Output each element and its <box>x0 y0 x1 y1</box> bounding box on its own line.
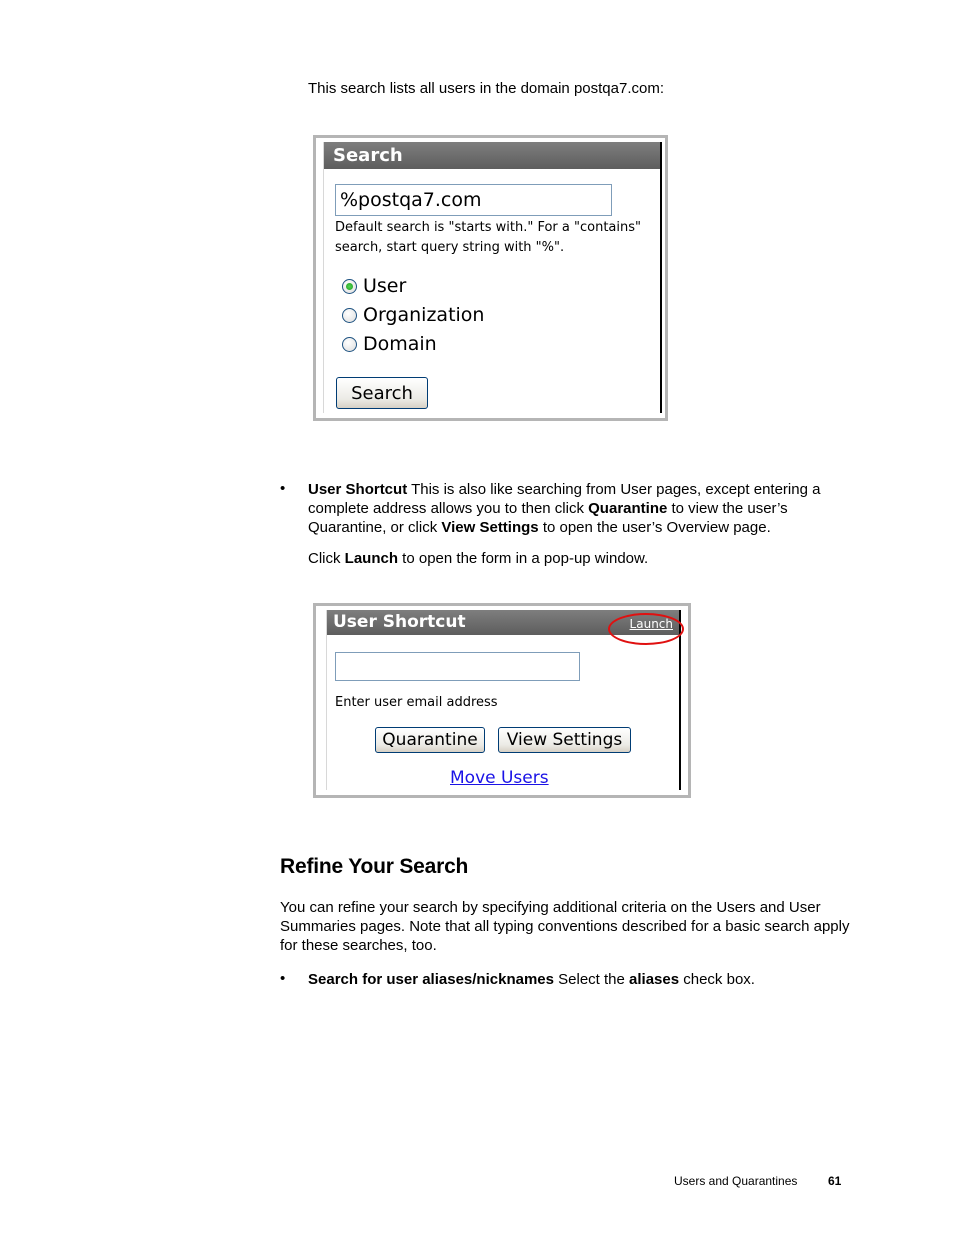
user-email-input[interactable] <box>335 652 580 681</box>
quarantine-button[interactable]: Quarantine <box>375 727 485 753</box>
launch-link[interactable]: Launch <box>629 617 673 631</box>
launch-highlight-circle <box>608 613 684 645</box>
bold-run: aliases <box>629 971 680 988</box>
bullet-marker: • <box>280 480 286 497</box>
search-hint-line: Default search is "starts with." For a "contains" <box>335 220 641 235</box>
bullet-marker: • <box>280 970 286 987</box>
move-users-link[interactable]: Move Users <box>450 768 549 788</box>
launch-note <box>308 549 853 568</box>
text-run: Click <box>308 550 345 567</box>
radio-selected-icon <box>342 279 357 294</box>
radio-label: Organization <box>363 304 485 326</box>
radio-unselected-icon <box>342 337 357 352</box>
user-email-hint: Enter user email address <box>335 695 498 710</box>
radio-domain[interactable] <box>342 333 437 355</box>
search-hint-line: search, start query string with "%". <box>335 240 565 255</box>
text-run: check box. <box>679 971 755 988</box>
intro-text: This search lists all users in the domain postqa7.com: <box>308 80 664 97</box>
radio-user[interactable] <box>342 275 406 297</box>
radio-organization[interactable] <box>342 304 484 326</box>
radio-label: User <box>363 275 407 297</box>
term-label: Search for user aliases/nicknames <box>308 971 554 988</box>
view-settings-button[interactable]: View Settings <box>498 727 631 753</box>
search-panel <box>323 142 660 413</box>
radio-label: Domain <box>363 333 437 355</box>
footer-page-number: 61 <box>828 1174 842 1188</box>
bold-run: Quarantine <box>588 500 668 517</box>
text-run: Select the <box>553 971 630 988</box>
bold-run: Launch <box>344 550 399 567</box>
aliases-bullet <box>308 970 853 989</box>
refine-paragraph: You can refine your search by specifying additional criteria on the Users and User Summaries pages. Note that all typing conventions described for a basic search apply for these searches, too. <box>280 899 850 954</box>
term-label: User Shortcut <box>308 481 408 498</box>
bold-run: View Settings <box>441 519 539 536</box>
text-run: This is also like searching from User pages, except entering a complete address allows you to then click <box>308 481 821 517</box>
search-panel-header: Search <box>324 142 660 169</box>
text-run: to open the form in a pop-up window. <box>398 550 649 567</box>
text-run: to open the user’s Overview page. <box>538 519 771 536</box>
footer-chapter: Users and Quarantines <box>674 1174 798 1188</box>
search-hint <box>335 218 665 258</box>
search-panel-screenshot <box>313 135 668 421</box>
radio-unselected-icon <box>342 308 357 323</box>
search-query-input[interactable] <box>335 184 612 216</box>
search-button[interactable]: Search <box>336 377 428 409</box>
user-shortcut-title: User Shortcut <box>333 612 466 632</box>
user-shortcut-description <box>308 480 853 537</box>
user-shortcut-panel-screenshot <box>313 603 691 798</box>
text-run: to view the user’s Quarantine, or click <box>308 500 788 536</box>
section-title: Refine Your Search <box>280 855 469 878</box>
